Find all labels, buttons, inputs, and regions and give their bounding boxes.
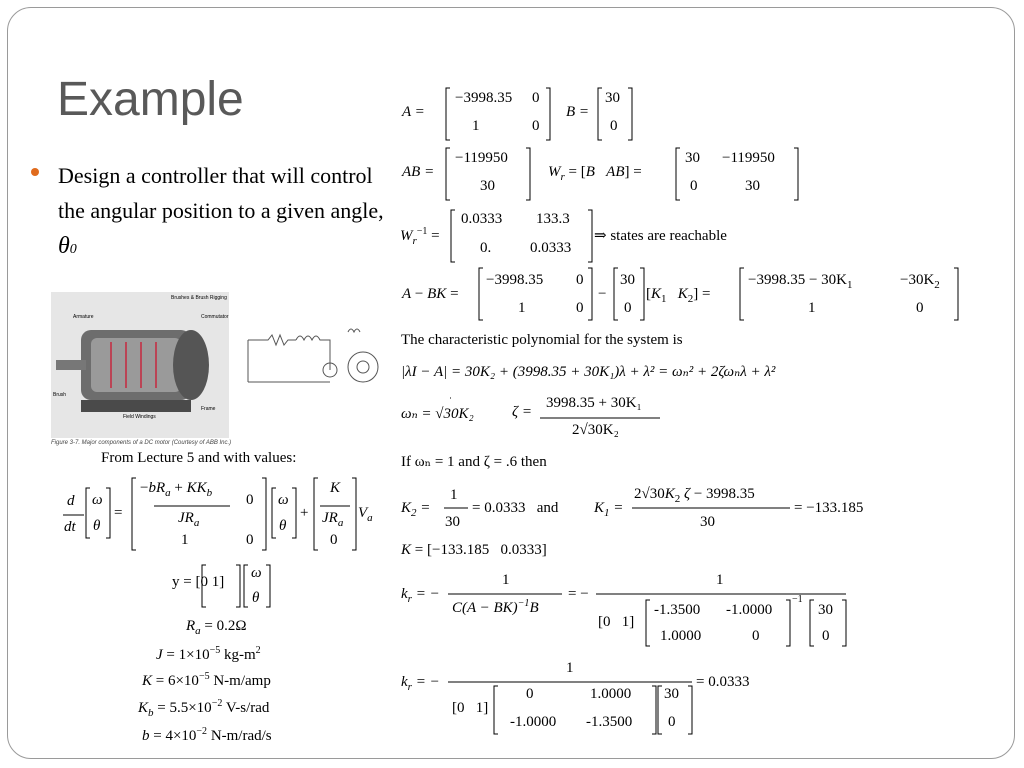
abk-label: A − BK = [402,286,459,302]
k-row: [$K_1$ $K_2$] = [646,286,711,305]
wr11: 30 [685,150,700,166]
char-poly-intro: The characteristic polynomial for the system is [401,332,683,348]
equals-sign: = [114,505,123,521]
omega-state-2: ω [278,492,289,508]
k2-num: 1 [450,487,458,503]
k2-value: = 0.0333 and [472,500,559,516]
dt-symbol: dt [64,519,76,535]
a-label: A = [402,104,425,120]
k1-value: = −133.185 [794,500,864,516]
reachable-note: ⇒ states are reachable [594,228,727,244]
kr-inv-exp: −1 [792,594,803,605]
kr2-num: 1 [566,660,574,676]
va-symbol: $V_a$ [358,505,373,524]
wr22: 30 [745,178,760,194]
theta-subscript: 0 [69,242,77,257]
kr-b2: 0 [822,628,830,644]
a12-entry: 0 [246,492,254,508]
a11: −3998.35 [455,90,513,106]
k1-label: $K_1$ = [594,500,624,519]
kr-final-value: = 0.0333 [696,674,750,690]
kri11: -1.3500 [654,602,701,618]
kr-den: C(A − BK)$^{-1}$B [452,598,539,616]
if-condition: If ωₙ = 1 and ζ = .6 then [401,454,547,470]
b1-num: K [330,480,341,496]
zeta-numerator: 3998.35 + 30K₁ [546,395,642,411]
wr12: −119950 [722,150,775,166]
theta-state-2: θ [279,518,287,534]
krm11: 0 [526,686,534,702]
k2-den: 30 [445,514,460,530]
abk-a11: −3998.35 [486,272,544,288]
kri12: -1.0000 [726,602,773,618]
abk-r21: 1 [808,300,816,316]
k1-den: 30 [700,514,715,530]
wrinv21: 0. [480,240,492,256]
kr-num2: 1 [716,572,724,588]
abk-b2: 0 [624,300,632,316]
wrinv12: 133.3 [536,211,570,227]
param-j: $J = 1\times 10^{-5}$ $kg-m^2$ [156,645,261,663]
a22: 0 [532,118,540,134]
wr-inv-label: $W_r^{-1}$ = [400,226,440,247]
kr2-row-vec: [0 1] [452,700,489,716]
motor-label-field: Field Windings [123,414,156,420]
kr-b1: 30 [818,602,833,618]
abk-a21: 1 [518,300,526,316]
wr21: 0 [690,178,698,194]
abk-a12: 0 [576,272,584,288]
kr-row-vec: [0 1] [598,614,635,630]
omega-state: ω [92,492,103,508]
k2-label: $K_2$ = [401,500,431,519]
kri21: 1.0000 [660,628,702,644]
krm12: 1.0000 [590,686,632,702]
param-kb: $K_b = 5.5\times 10^{-2}$ V-s/rad [138,698,270,719]
k-vector: K = [−133.185 0.0333] [401,542,547,558]
abk-r12: $-30K_2$ [900,272,940,291]
ab-label: AB = [402,164,435,180]
b1-den: $JR_a$ [322,510,344,529]
minus-sign: − [598,286,607,302]
omega-n-def: ωₙ = √30K₂ [401,406,474,422]
wrinv22: 0.0333 [530,240,572,256]
kr2-b1: 30 [664,686,679,702]
b1: 30 [605,90,620,106]
theta-state: θ [93,518,101,534]
lecture-intro: From Lecture 5 and with values: [101,450,297,466]
ab1: −119950 [455,150,508,166]
zeta-denominator: 2√30K₂ [572,422,619,438]
abk-r11: $-3998.35 - 30K_1$ [748,272,853,291]
plus-sign: + [300,505,309,521]
b-label: B = [566,104,590,120]
b2: 0 [610,118,618,134]
abk-r22: 0 [916,300,924,316]
wr-label: $W_r = [B$ AB] = [548,164,642,183]
y-equation: y = [0 1] [172,574,225,590]
abk-a22: 0 [576,300,584,316]
motor-label-brushes: Brushes & Brush Rigging [171,295,227,301]
param-ra: $R_a = 0.2\Omega$ [186,618,247,637]
abk-b1: 30 [620,272,635,288]
wrinv11: 0.0333 [461,211,503,227]
a21: 1 [472,118,480,134]
char-poly-equation: |λI − A| = 30K₂ + (3998.35 + 30K₁)λ + λ² = ωₙ² + 2ζωₙλ + λ² [401,364,776,380]
a12: 0 [532,90,540,106]
slide-title: Example [57,73,244,126]
motor-label-armature: Armature [73,314,94,320]
krm22: -1.3500 [586,714,633,730]
kr-label-2: $k_r$ = − [401,674,440,693]
kr2-b2: 0 [668,714,676,730]
a11-entry: $-bR_a + KK_b$ [140,480,213,499]
y-theta: θ [252,590,260,606]
a11-denominator: $JR_a$ [178,510,200,529]
ab2: 30 [480,178,495,194]
d-symbol: d [67,493,75,509]
param-b: $b = 4\times 10^{-2}$ N-m/rad/s [142,726,272,744]
theta-symbol: θ [58,233,70,259]
bullet-body: Design a controller that will control the angular position to a given angle, [58,163,384,223]
k1-num: $2√30K_2$ ζ − 3998.35 [634,486,755,505]
y-omega: ω [251,565,262,581]
b2-entry: 0 [330,532,338,548]
kr-num: 1 [502,572,510,588]
kr-label: $k_r$ = − [401,586,440,605]
motor-caption: Figure 3-7. Major components of a DC motor (Courtesy of ABB Inc.) [51,440,232,446]
motor-label-frame: Frame [201,406,216,412]
a22-entry: 0 [246,532,254,548]
zeta-label: ζ = [512,404,532,420]
krm21: -1.0000 [510,714,557,730]
motor-label-commutator: Commutator [201,314,229,320]
kri22: 0 [752,628,760,644]
kr-eq2: = − [568,586,589,602]
motor-label-brush: Brush [53,392,67,398]
a21-entry: 1 [181,532,189,548]
param-k: $K = 6\times 10^{-5}$ N-m/amp [142,671,271,689]
